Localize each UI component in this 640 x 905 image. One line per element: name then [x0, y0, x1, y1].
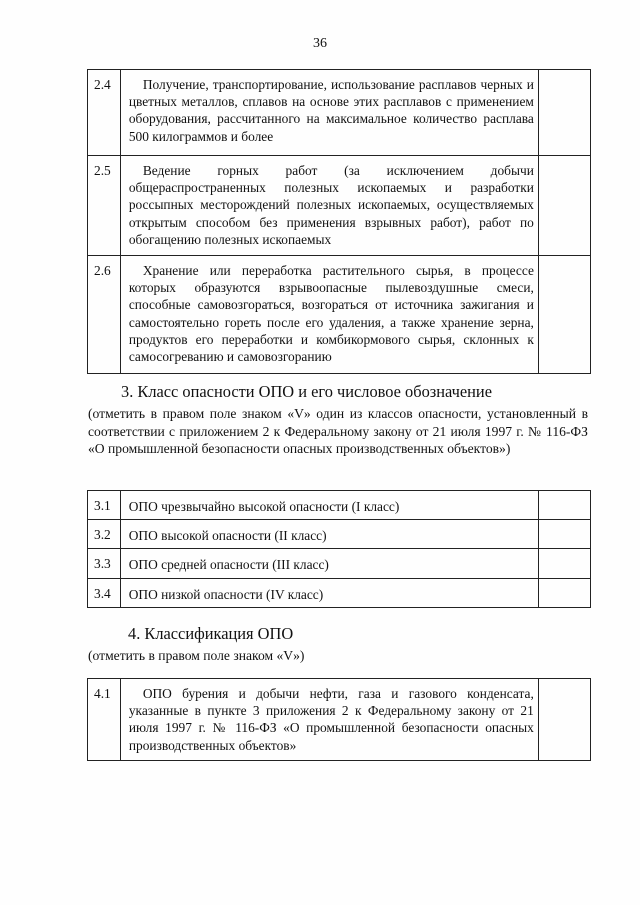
check-cell[interactable]	[538, 679, 590, 761]
classification-table	[87, 678, 591, 761]
row-number: 3.2	[88, 520, 121, 549]
section-4-note: (отметить в правом поле знаком «V»)	[88, 648, 305, 663]
section-3-heading: 3. Класс опасности ОПО и его числовое обозначение	[121, 382, 492, 401]
check-cell[interactable]	[538, 70, 590, 156]
row-text: ОПО чрезвычайно высокой опасности (I класс)	[120, 491, 538, 520]
row-number: 2.5	[88, 156, 121, 256]
check-cell[interactable]	[539, 549, 591, 578]
section-3-note: (отметить в правом поле знаком «V» один из классов опасности, установленный в соответствии с приложением 2 к Федеральному закону от 21 июля 1997 г. № 116-ФЗ «О промышленной безопасности опасных производственных объектов»)	[88, 406, 588, 457]
check-cell[interactable]	[538, 156, 590, 256]
row-text: Получение, транспортирование, использование расплавов черных и цветных металлов, сплавов на основе этих расплавов с применением оборудования, рассчитанного на максимальное количество расплава 500 килограммов и более	[120, 70, 538, 156]
row-text: ОПО бурения и добычи нефти, газа и газового конденсата, указанные в пункте 3 приложения 2 к Федеральному закону от 21 июля 1997 г. № 116-ФЗ «О промышленной безопасности опасных производственных объектов»	[120, 679, 538, 761]
table-row	[88, 70, 591, 156]
hazard-activities-table	[87, 69, 591, 374]
row-number: 3.3	[88, 549, 121, 578]
table-row	[88, 156, 591, 256]
row-number: 2.6	[88, 256, 121, 374]
page-number: 36	[313, 36, 327, 51]
row-text: ОПО высокой опасности (II класс)	[120, 520, 538, 549]
check-cell[interactable]	[538, 256, 590, 374]
table-row	[88, 491, 591, 520]
check-cell[interactable]	[539, 578, 591, 607]
row-number: 4.1	[88, 679, 121, 761]
row-number: 2.4	[88, 70, 121, 156]
check-cell[interactable]	[539, 491, 591, 520]
table-row	[88, 679, 591, 761]
row-text: ОПО низкой опасности (IV класс)	[120, 578, 538, 607]
row-text: Хранение или переработка растительного сырья, в процессе которых образуются взрывоопасные пылевоздушные смеси, способные самовозгораться, возгораться от источника зажигания и самостоятельно гореть после его удаления, а также хранение зерна, продуктов его переработки и комбикормового сырья, склонных к самосогреванию и самовозгоранию	[120, 256, 538, 374]
table-row	[88, 578, 591, 607]
section-4-heading: 4. Классификация ОПО	[128, 624, 294, 643]
row-text: Ведение горных работ (за исключением добычи общераспространенных полезных ископаемых и разработки россыпных месторождений полезных ископаемых, осуществляемых открытым способом без применения взрывных работ), работ по обогащению полезных ископаемых	[120, 156, 538, 256]
table-row	[88, 549, 591, 578]
row-number: 3.1	[88, 491, 121, 520]
table-row	[88, 256, 591, 374]
table-row	[88, 520, 591, 549]
row-text: ОПО средней опасности (III класс)	[120, 549, 538, 578]
row-number: 3.4	[88, 578, 121, 607]
hazard-class-table	[87, 490, 591, 608]
check-cell[interactable]	[539, 520, 591, 549]
